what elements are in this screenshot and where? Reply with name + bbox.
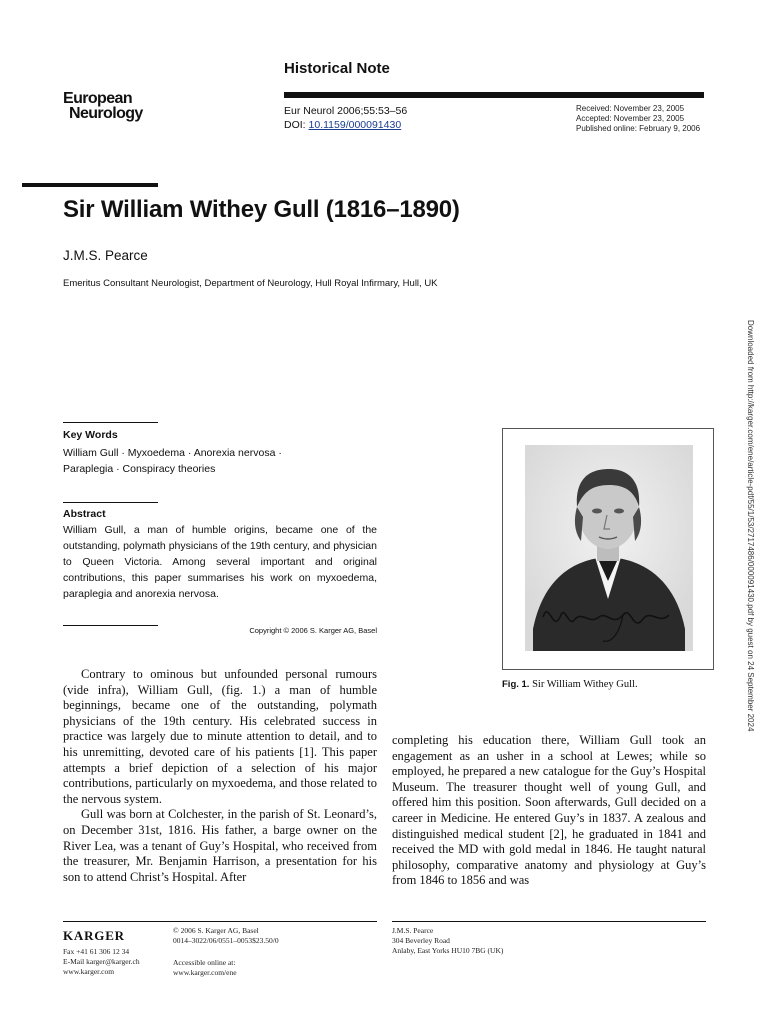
doi-label: DOI:: [284, 119, 306, 131]
footer-rule-right: [392, 921, 706, 922]
footer-online-url[interactable]: www.karger.com/ene: [173, 968, 237, 977]
received-date: Received: November 23, 2005: [576, 104, 685, 113]
citation: Eur Neurol 2006;55:53–56: [284, 105, 408, 117]
author-address: [392, 926, 503, 956]
section-label: Historical Note: [284, 60, 390, 77]
journal-logo-line2: Neurology: [69, 105, 143, 122]
article-title: Sir William Withey Gull (1816–1890): [63, 196, 460, 223]
abstract-copyright: Copyright © 2006 S. Karger AG, Basel: [249, 626, 377, 635]
author-address-street: 304 Beverley Road: [392, 936, 450, 945]
journal-logo-line1: European: [63, 90, 132, 107]
journal-logo: [63, 91, 143, 121]
body-column-right: [392, 733, 706, 889]
publication-dates: [576, 104, 700, 134]
keywords-line1: William Gull · Myxoedema · Anorexia nervosa ·: [63, 447, 282, 459]
doi-line: [284, 118, 407, 132]
published-date: Published online: February 9, 2006: [576, 124, 701, 133]
body-column-left: [63, 667, 377, 885]
figure-label: Fig. 1.: [502, 679, 530, 690]
keywords-list: [63, 445, 363, 477]
figure-caption: [502, 679, 638, 690]
author-affiliation: Emeritus Consultant Neurologist, Department of Neurology, Hull Royal Infirmary, Hull, UK: [63, 278, 438, 289]
citation-block: [284, 104, 407, 132]
figure-portrait: [502, 428, 714, 670]
download-watermark: Downloaded from http://karger.com/ene/article-pdf/55/1/53/2717486/000091430.pdf by guest on 24 September 2024: [746, 320, 755, 732]
title-rule: [22, 183, 158, 187]
figure-caption-text: Sir William Withey Gull.: [532, 679, 638, 690]
author-address-city: Anlaby, East Yorks HU10 7BG (UK): [392, 946, 504, 955]
portrait-illustration: [503, 429, 713, 669]
body-paragraph-1: Contrary to ominous but unfounded personal rumours (vide infra), William Gull, (fig. 1.) a man of humble beginnings, became one of the outstanding, polymath physicians of the 19th century. His celebrated success in practice was largely due to minute attention to detail, and to his unremitting, devoted care of his patients [1]. This paper attempts a brief depiction of a selection of his major contributions, particularly on myxoedema, and those related to the nervous system.: [63, 667, 377, 806]
article-author: J.M.S. Pearce: [63, 248, 148, 263]
accepted-date: Accepted: November 23, 2005: [576, 114, 685, 123]
publisher-fax: Fax +41 61 306 12 34: [63, 947, 130, 956]
publisher-email[interactable]: E-Mail karger@karger.ch: [63, 957, 140, 966]
abstract-text: William Gull, a man of humble origins, became one of the outstanding, polymath physicians of the 19th century, and physician to Queen Victoria. Among several important and original contributions, this paper summarises his work on myxoedema, paraplegia and anorexia nervosa.: [63, 524, 377, 600]
abstract-rule: [63, 502, 158, 503]
publisher-contact: [63, 947, 140, 977]
body-paragraph-2: Gull was born at Colchester, in the parish of St. Leonard’s, on December 31st, 1816. His father, a barge owner on the River Lea, was a tenant of Guy’s Hospital, who received from the treasurer, Mr. Benjamin Harrison, a presentation for his son to attend Christ’s Hospital. After: [63, 807, 377, 884]
footer-copyright: [173, 926, 279, 946]
publisher-web[interactable]: www.karger.com: [63, 967, 115, 976]
footer-issn: 0014–3022/06/0551–0053$23.50/0: [173, 936, 279, 945]
author-address-name: J.M.S. Pearce: [392, 926, 434, 935]
keywords-heading: Key Words: [63, 429, 118, 441]
doi-link[interactable]: 10.1159/000091430: [308, 119, 402, 131]
body-paragraph-3: completing his education there, William Gull took an engagement as an usher in a school at Lewes; while so employed, he prepared a new catalogue for the Guy’s Hospital Museum. The treasurer thought well of young Gull, and offered him this position. Soon afterwards, Gull decided on a career in Medicine. He entered Guy’s in 1837. A zealous and distinguished medical student [2], he graduated in 1841 and received the MD with gold medal in 1846. He taught natural philosophy, comparative anatomy and physiology at Guy’s from 1846 to 1856 and was: [392, 733, 706, 888]
footer-rule-left: [63, 921, 377, 922]
header-rule: [284, 92, 704, 98]
keywords-line2: Paraplegia · Conspiracy theories: [63, 463, 216, 475]
publisher-logo: KARGER: [63, 928, 125, 943]
footer-online: [173, 958, 237, 978]
keywords-rule: [63, 422, 158, 423]
footer-online-label: Accessible online at:: [173, 958, 236, 967]
abstract-heading: Abstract: [63, 508, 106, 520]
footer-copyright-text: © 2006 S. Karger AG, Basel: [173, 926, 259, 935]
